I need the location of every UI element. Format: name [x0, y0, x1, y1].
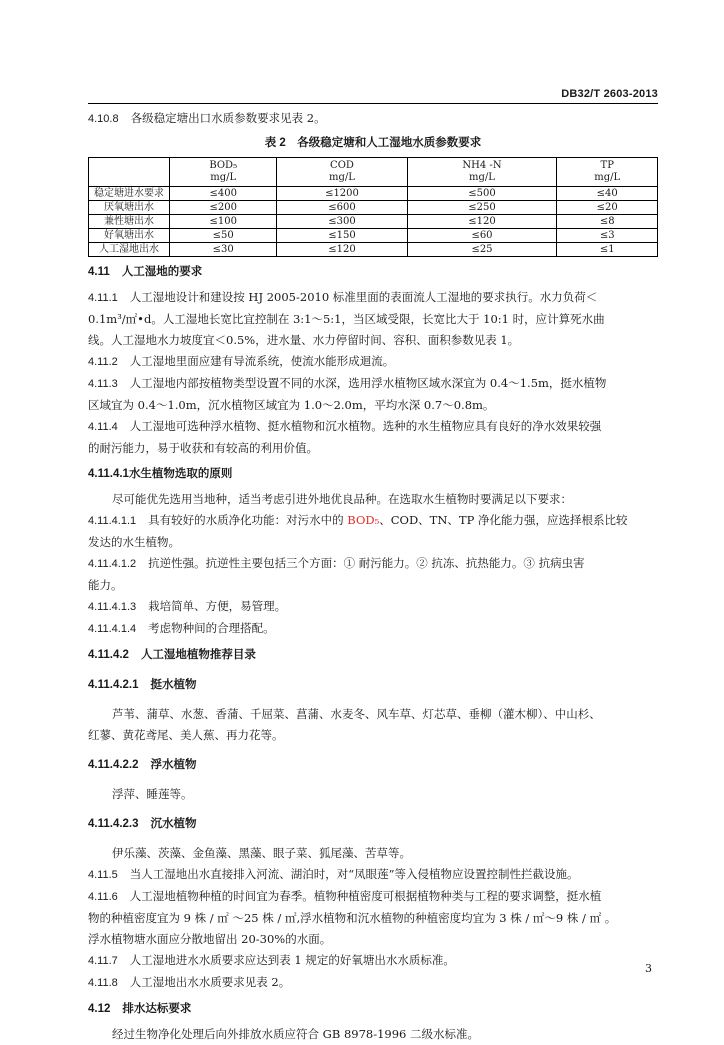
table-2-title: 表 2 各级稳定塘和人工湿地水质参数要求	[264, 137, 482, 149]
column-unit: mg/L	[594, 172, 621, 183]
table-cell: ≤120	[277, 243, 407, 257]
row-label: 人工湿地出水	[89, 243, 170, 257]
page-content	[88, 108, 658, 1045]
section-4-12-heading	[88, 998, 658, 1020]
clause-number: 4.11.4	[88, 421, 118, 433]
table-cell: ≤1200	[277, 187, 407, 201]
section-title: 排水达标要求	[122, 1003, 192, 1015]
row-label: 稳定塘进水要求	[89, 187, 170, 201]
column-name: NH4 -N	[462, 159, 502, 171]
clause-number: 4.11.2	[88, 356, 118, 368]
section-4-11-4-2-1-heading	[88, 674, 658, 696]
clause-text: 人工湿地可选种浮水植物、挺水植物和沉水植物。选种的水生植物应具有良好的净水效果较强	[129, 419, 602, 433]
floating-plants-list: 浮萍、睡莲等。	[112, 787, 193, 801]
row-label: 兼性塘出水	[89, 215, 170, 229]
table-cell: ≤20	[557, 201, 658, 215]
section-4-11-4-2-heading	[88, 644, 658, 666]
column-header-bod5	[170, 158, 277, 187]
clause-4-11-7	[88, 950, 658, 972]
highlighted-term: BOD₅	[347, 513, 380, 527]
clause-number: 4.11.1	[88, 292, 118, 304]
table-header-row	[89, 158, 658, 187]
clause-number: 4.11.4.1.3	[88, 601, 137, 613]
clause-4-11-6	[88, 886, 658, 908]
clause-4-11-6-line3: 浮水植物塘水面应分散地留出 20-30%的水面。	[88, 932, 332, 946]
section-4-11-heading	[88, 261, 658, 283]
table-row	[89, 215, 658, 229]
section-number: 4.11.4.2	[88, 649, 129, 661]
clause-number: 4.11.7	[88, 955, 118, 967]
clause-number: 4.11.8	[88, 977, 118, 989]
clause-text: 人工湿地设计和建设按 HJ 2005-2010 标准里面的表面流人工湿地的要求执行。水力负荷＜	[129, 290, 598, 304]
row-label: 厌氧塘出水	[89, 201, 170, 215]
clause-4-11-5	[88, 864, 658, 886]
table-cell: ≤150	[277, 229, 407, 243]
clause-text: 抗逆性强。抗逆性主要包括三个方面：① 耐污能力。② 抗冻、抗热能力。③ 抗病虫害	[148, 556, 585, 570]
section-title: 浮水植物	[150, 759, 197, 771]
section-number: 4.11.4.2.1	[88, 679, 139, 691]
clause-4-11-4-1-1-line2: 发达的水生植物。	[88, 535, 180, 549]
clause-text: 当人工湿地出水直接排入河流、湖泊时，对“凤眼莲”等入侵植物应设置控制性拦截设施。	[129, 867, 579, 881]
clause-4-11-4	[88, 416, 658, 438]
column-unit: mg/L	[329, 172, 355, 183]
table-cell: ≤8	[557, 215, 658, 229]
clause-number: 4.11.3	[88, 378, 118, 390]
section-4-11-4-1-heading	[88, 463, 658, 485]
clause-text: 人工湿地植物种植的时间宜为春季。植物种植密度可根据植物种类与工程的要求调整，挺水植	[129, 889, 602, 903]
discharge-standard-text: 经过生物净化处理后向外排放水质应符合 GB 8978-1996 二级水标准。	[112, 1027, 480, 1041]
column-header-tp	[557, 158, 658, 187]
clause-4-11-4-1-1	[88, 510, 658, 532]
table-cell: ≤400	[170, 187, 277, 201]
clause-4-11-3	[88, 373, 658, 395]
table-cell: ≤50	[170, 229, 277, 243]
clause-4-10-8	[88, 108, 658, 130]
clause-4-11-1	[88, 287, 658, 309]
table-cell: ≤200	[170, 201, 277, 215]
clause-text: 各级稳定塘出口水质参数要求见表 2。	[130, 111, 326, 125]
section-title: 人工湿地植物推荐目录	[140, 649, 256, 661]
clause-number: 4.11.4.1.4	[88, 623, 137, 635]
clause-number: 4.11.4.1.2	[88, 558, 137, 570]
table-cell: ≤100	[170, 215, 277, 229]
clause-4-11-2	[88, 351, 658, 373]
section-number: 4.11.4.2.2	[88, 759, 139, 771]
clause-4-11-1-line2: 0.1m³/㎡•d。人工湿地长宽比宜控制在 3:1～5:1，当区域受限，长宽比大于 10:1 时，应计算死水曲	[88, 312, 605, 326]
section-4-11-4-2-3-heading	[88, 813, 658, 835]
column-header-cod	[277, 158, 407, 187]
table-cell: ≤40	[557, 187, 658, 201]
clause-text-continued: 、COD、TN、TP 净化能力强，应选择根系比较	[379, 513, 628, 527]
clause-4-11-4-1-2	[88, 553, 658, 575]
clause-4-11-4-line2: 的耐污能力，易于收获和有较高的利用价值。	[88, 441, 318, 455]
clause-text: 栽培简单、方便，易管理。	[148, 599, 287, 613]
column-name: BOD₅	[209, 159, 238, 171]
table-cell: ≤3	[557, 229, 658, 243]
water-quality-table	[88, 157, 658, 257]
section-title: 人工湿地的要求	[121, 266, 203, 278]
header-rule	[88, 103, 658, 104]
table-cell: ≤120	[407, 215, 557, 229]
clause-text: 人工湿地出水水质要求见表 2。	[129, 975, 291, 989]
clause-4-11-3-line2: 区域宜为 0.4～1.0m，沉水植物区域宜为 1.0～2.0m，平均水深 0.7～0.8m。	[88, 398, 495, 412]
table-cell: ≤500	[407, 187, 557, 201]
table-cell: ≤25	[407, 243, 557, 257]
column-header-nh4n	[407, 158, 557, 187]
clause-4-11-6-line2: 物的种植密度宜为 9 株 / ㎡ ～25 株 / ㎡,浮水植物和沉水植物的种植密度均宜为 3 株 / ㎡～9 株 / ㎡ 。	[88, 911, 617, 925]
submerged-plants-list: 伊乐藻、茨藻、金鱼藻、黑藻、眼子菜、狐尾藻、苦草等。	[112, 846, 411, 860]
table-row	[89, 201, 658, 215]
clause-4-11-8	[88, 972, 658, 994]
table-cell: ≤30	[170, 243, 277, 257]
emergent-plants-list: 芦苇、蒲草、水葱、香蒲、千屈菜、菖蒲、水麦冬、风车草、灯芯草、垂柳（灌木柳）、中山杉、	[112, 707, 601, 721]
section-number: 4.11	[88, 266, 110, 278]
clause-number: 4.11.6	[88, 891, 118, 903]
column-name: TP	[600, 159, 614, 171]
table-cell: ≤300	[277, 215, 407, 229]
table-row	[89, 243, 658, 257]
clause-text: 具有较好的水质净化功能：对污水中的	[148, 513, 348, 527]
table-corner-cell	[89, 158, 170, 187]
clause-4-11-1-line3: 线。人工湿地水力坡度宜＜0.5%，进水量、水力停留时间、容积、面积参数见表 1。	[88, 333, 520, 347]
table-row	[89, 229, 658, 243]
table-row	[89, 187, 658, 201]
table-cell: ≤1	[557, 243, 658, 257]
column-name: COD	[330, 159, 354, 171]
principles-intro: 尽可能优先选用当地种，适当考虑引进外地优良品种。在选取水生植物时要满足以下要求：	[112, 492, 572, 506]
section-4-11-4-2-2-heading	[88, 754, 658, 776]
section-number: 4.12	[88, 1003, 111, 1015]
section-number: 4.11.4.1	[88, 468, 129, 480]
document-id: DB32/T 2603-2013	[561, 88, 658, 100]
section-title: 挺水植物	[150, 679, 197, 691]
clause-text: 人工湿地内部按植物类型设置不同的水深，选用浮水植物区域水深宜为 0.4～1.5m，挺水植物	[129, 376, 607, 390]
clause-4-11-4-1-4	[88, 618, 658, 640]
clause-text: 考虑物种间的合理搭配。	[148, 621, 275, 635]
column-unit: mg/L	[469, 172, 495, 183]
clause-4-11-4-1-3	[88, 596, 658, 618]
row-label: 好氧塘出水	[89, 229, 170, 243]
clause-4-11-4-1-2-line2: 能力。	[88, 578, 123, 592]
clause-number: 4.11.4.1.1	[88, 515, 137, 527]
section-title: 水生植物选取的原则	[128, 468, 233, 480]
emergent-plants-list-line2: 红蓼、黄花鸢尾、美人蕉、再力花等。	[88, 728, 284, 742]
table-cell: ≤60	[407, 229, 557, 243]
page-number: 3	[645, 962, 652, 975]
clause-number: 4.11.5	[88, 869, 118, 881]
column-unit: mg/L	[210, 172, 237, 183]
table-cell: ≤250	[407, 201, 557, 215]
clause-text: 人工湿地里面应建有导流系统，使流水能形成迴流。	[129, 354, 395, 368]
section-title: 沉水植物	[150, 818, 197, 830]
clause-text: 人工湿地进水水质要求应达到表 1 规定的好氧塘出水水质标准。	[129, 953, 455, 967]
section-number: 4.11.4.2.3	[88, 818, 139, 830]
clause-number: 4.10.8	[88, 113, 119, 125]
table-cell: ≤600	[277, 201, 407, 215]
